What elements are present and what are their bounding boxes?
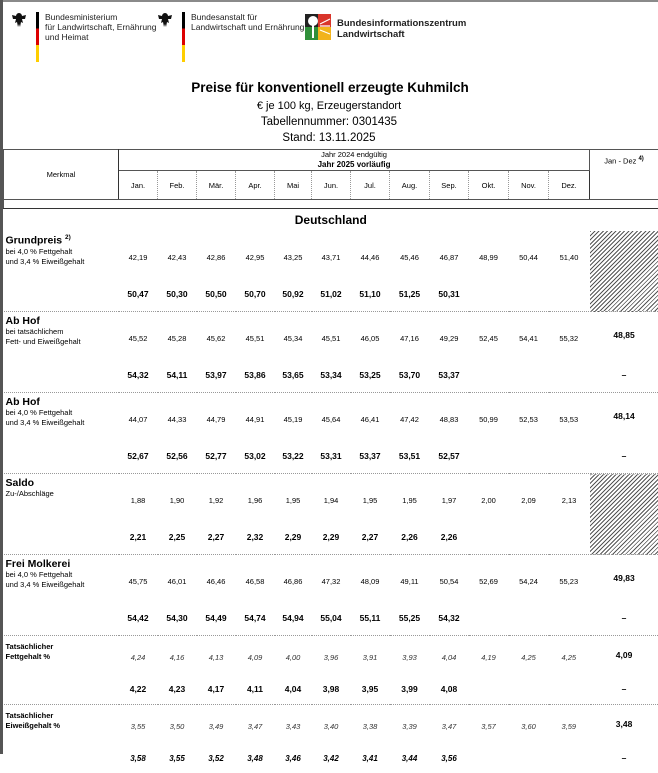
value-2024: 42,19	[119, 231, 158, 278]
value-2025	[469, 602, 509, 636]
value-2025: 53,70	[390, 359, 430, 393]
row-label	[4, 474, 119, 555]
value-2025	[469, 440, 509, 474]
col-total-footnote: 4)	[638, 156, 643, 162]
value-2025: 53,37	[351, 440, 390, 474]
row-title: Fettgehalt %	[6, 652, 119, 662]
value-2024: 45,34	[275, 312, 312, 359]
value-2025	[549, 743, 590, 773]
value-2025: 53,86	[236, 359, 275, 393]
row-label	[4, 393, 119, 474]
value-2025: 53,37	[430, 359, 469, 393]
ble-line-2: Landwirtschaft und Ernährung	[191, 22, 304, 32]
value-2025: 51,10	[351, 278, 390, 312]
col-month: Jun.	[312, 171, 351, 200]
value-2025	[469, 359, 509, 393]
value-2025: 3,58	[119, 743, 158, 773]
value-2024: 1,95	[275, 474, 312, 521]
year-2024-label: Jahr 2024 endgültig	[119, 150, 589, 160]
value-2024: 46,05	[351, 312, 390, 359]
value-2025: 2,26	[430, 521, 469, 555]
value-2024: 44,91	[236, 393, 275, 440]
value-2024: 44,33	[158, 393, 197, 440]
region-label: Deutschland	[4, 209, 658, 232]
col-month: Aug.	[390, 171, 430, 200]
region-row	[4, 209, 658, 232]
value-2025: 54,11	[158, 359, 197, 393]
value-2025: 2,26	[390, 521, 430, 555]
bmleh-logo	[10, 12, 157, 62]
value-2024: 46,87	[430, 231, 469, 278]
value-2025	[549, 674, 590, 705]
value-2024: 3,40	[312, 705, 351, 744]
value-2025: 52,77	[197, 440, 236, 474]
value-2025: 54,94	[275, 602, 312, 636]
value-2025: 2,32	[236, 521, 275, 555]
value-2024: 46,58	[236, 555, 275, 602]
value-2025: 4,23	[158, 674, 197, 705]
row-subtitle: bei 4,0 % Fettgehalt	[6, 247, 119, 257]
total-2024: 3,48	[590, 705, 658, 744]
row-title	[6, 396, 119, 408]
value-2024: 3,47	[236, 705, 275, 744]
ble-logo	[156, 12, 304, 62]
value-2025: 3,52	[197, 743, 236, 773]
value-2024: 46,01	[158, 555, 197, 602]
value-2024: 48,99	[469, 231, 509, 278]
stand-date: Stand: 13.11.2025	[0, 132, 658, 144]
header-spacer	[4, 200, 658, 209]
value-2024: 1,97	[430, 474, 469, 521]
federal-eagle-icon	[156, 12, 174, 28]
value-2025	[469, 521, 509, 555]
value-2024: 4,09	[236, 636, 275, 675]
value-2025	[469, 278, 509, 312]
value-2025: 53,02	[236, 440, 275, 474]
value-2025: 53,22	[275, 440, 312, 474]
total-2025: –	[590, 440, 658, 474]
row-title	[6, 558, 119, 570]
value-2025	[469, 674, 509, 705]
value-2024: 45,19	[275, 393, 312, 440]
value-2024: 3,55	[119, 705, 158, 744]
row-title: Tatsächlicher	[6, 642, 119, 652]
value-2025	[549, 359, 590, 393]
value-2025: 52,57	[430, 440, 469, 474]
row-label	[4, 705, 119, 773]
logo-header	[0, 2, 658, 68]
value-2024: 3,93	[390, 636, 430, 675]
value-2025	[509, 440, 549, 474]
value-2024: 45,46	[390, 231, 430, 278]
value-2024: 1,92	[197, 474, 236, 521]
col-month: Feb.	[158, 171, 197, 200]
value-2025: 54,32	[430, 602, 469, 636]
col-month: Jan.	[119, 171, 158, 200]
value-2025: 51,25	[390, 278, 430, 312]
value-2024: 47,32	[312, 555, 351, 602]
total-2024: 48,85	[590, 312, 658, 359]
value-2024: 43,71	[312, 231, 351, 278]
value-2024: 3,39	[390, 705, 430, 744]
value-2024: 48,09	[351, 555, 390, 602]
value-2025: 2,21	[119, 521, 158, 555]
value-2025: 54,30	[158, 602, 197, 636]
row-title-text: Grundpreis	[6, 235, 63, 247]
value-2025: 53,65	[275, 359, 312, 393]
value-2024: 52,45	[469, 312, 509, 359]
value-2024: 3,57	[469, 705, 509, 744]
value-2025: 50,47	[119, 278, 158, 312]
value-2025: 53,97	[197, 359, 236, 393]
col-total-label: Jan - Dez	[604, 157, 636, 166]
bmleh-line-1: Bundesministerium	[45, 12, 157, 22]
value-2024: 3,38	[351, 705, 390, 744]
value-2024: 3,91	[351, 636, 390, 675]
value-2024: 3,43	[275, 705, 312, 744]
bzl-line-1: Bundesinformationszentrum	[337, 18, 466, 29]
table-row	[4, 393, 658, 440]
bzl-line-2: Landwirtschaft	[337, 29, 466, 40]
value-2024: 49,11	[390, 555, 430, 602]
total-2025: –	[590, 602, 658, 636]
total-2025: –	[590, 359, 658, 393]
value-2024: 49,29	[430, 312, 469, 359]
value-2025	[509, 602, 549, 636]
value-2024: 4,16	[158, 636, 197, 675]
value-2025: 54,74	[236, 602, 275, 636]
value-2025: 2,29	[312, 521, 351, 555]
value-2024: 47,16	[390, 312, 430, 359]
row-subtitle: bei 4,0 % Fettgehalt	[6, 570, 119, 580]
value-2025: 3,46	[275, 743, 312, 773]
value-2025	[509, 674, 549, 705]
value-2024: 45,51	[312, 312, 351, 359]
page-title: Preise für konventionell erzeugte Kuhmilch	[2, 80, 658, 95]
value-2024: 44,46	[351, 231, 390, 278]
table-row	[4, 312, 658, 359]
value-2024: 53,53	[549, 393, 590, 440]
value-2025: 50,31	[430, 278, 469, 312]
value-2025: 3,44	[390, 743, 430, 773]
value-2025: 53,34	[312, 359, 351, 393]
col-month: Apr.	[236, 171, 275, 200]
value-2025: 53,51	[390, 440, 430, 474]
unit-label: € je 100 kg, Erzeugerstandort	[0, 99, 658, 113]
row-title-text: Frei Molkerei	[6, 558, 71, 570]
value-2025: 3,56	[430, 743, 469, 773]
value-2024: 46,46	[197, 555, 236, 602]
value-2024: 42,43	[158, 231, 197, 278]
value-2024: 52,69	[469, 555, 509, 602]
value-2024: 2,09	[509, 474, 549, 521]
federal-eagle-icon	[10, 12, 28, 28]
value-2024: 3,96	[312, 636, 351, 675]
value-2025: 52,56	[158, 440, 197, 474]
table-row	[4, 705, 658, 744]
year-header	[119, 150, 590, 171]
value-2024: 3,60	[509, 705, 549, 744]
row-title-text: Ab Hof	[6, 396, 40, 408]
total-2025: –	[590, 674, 658, 705]
total-2025: –	[590, 743, 658, 773]
ble-line-1: Bundesanstalt für	[191, 12, 304, 22]
value-2024: 45,64	[312, 393, 351, 440]
value-2024: 51,40	[549, 231, 590, 278]
value-2024: 47,42	[390, 393, 430, 440]
hatched-cell	[590, 474, 658, 555]
row-title-text: Saldo	[6, 477, 35, 489]
col-month: Okt.	[469, 171, 509, 200]
row-title	[6, 315, 119, 327]
value-2025: 50,92	[275, 278, 312, 312]
value-2024: 4,25	[509, 636, 549, 675]
value-2025: 4,22	[119, 674, 158, 705]
value-2024: 4,25	[549, 636, 590, 675]
value-2024: 46,86	[275, 555, 312, 602]
value-2024: 44,07	[119, 393, 158, 440]
value-2024: 42,86	[197, 231, 236, 278]
row-subtitle: und 3,4 % Eiweißgehalt	[6, 257, 119, 267]
value-2025: 55,04	[312, 602, 351, 636]
value-2025	[509, 521, 549, 555]
row-subtitle: Fett- und Eiweißgehalt	[6, 337, 119, 347]
value-2025: 3,41	[351, 743, 390, 773]
value-2025: 3,99	[390, 674, 430, 705]
total-2024: 49,83	[590, 555, 658, 602]
value-2024: 3,47	[430, 705, 469, 744]
value-2025: 50,70	[236, 278, 275, 312]
value-2025: 4,11	[236, 674, 275, 705]
col-month: Mai	[275, 171, 312, 200]
value-2025: 2,25	[158, 521, 197, 555]
row-label	[4, 555, 119, 636]
value-2025	[549, 440, 590, 474]
value-2024: 46,41	[351, 393, 390, 440]
row-subtitle: bei 4,0 % Fettgehalt	[6, 408, 119, 418]
footnote-ref: 2)	[65, 234, 71, 241]
row-label	[4, 312, 119, 393]
row-title-text: Ab Hof	[6, 315, 40, 327]
row-subtitle: und 3,4 % Eiweißgehalt	[6, 418, 119, 428]
bzl-tree-icon	[305, 14, 331, 40]
value-2025: 50,30	[158, 278, 197, 312]
value-2024: 1,96	[236, 474, 275, 521]
table-row	[4, 636, 658, 675]
row-subtitle: Zu-/Abschläge	[6, 489, 119, 499]
value-2025: 54,42	[119, 602, 158, 636]
value-2024: 1,94	[312, 474, 351, 521]
value-2024: 4,19	[469, 636, 509, 675]
value-2025: 52,67	[119, 440, 158, 474]
year-2025-label: Jahr 2025 vorläufig	[318, 160, 391, 169]
row-title	[6, 234, 119, 247]
value-2025	[509, 359, 549, 393]
value-2025: 3,48	[236, 743, 275, 773]
col-jan-dez	[590, 150, 658, 200]
value-2025: 4,08	[430, 674, 469, 705]
value-2024: 45,62	[197, 312, 236, 359]
value-2025: 55,25	[390, 602, 430, 636]
header-row-years	[4, 150, 658, 171]
value-2025	[549, 278, 590, 312]
value-2025: 54,49	[197, 602, 236, 636]
value-2024: 55,32	[549, 312, 590, 359]
value-2024: 4,24	[119, 636, 158, 675]
value-2024: 50,44	[509, 231, 549, 278]
value-2025	[549, 521, 590, 555]
col-month: Jul.	[351, 171, 390, 200]
value-2024: 2,13	[549, 474, 590, 521]
value-2025: 3,42	[312, 743, 351, 773]
value-2024: 3,59	[549, 705, 590, 744]
row-subtitle: und 3,4 % Eiweißgehalt	[6, 580, 119, 590]
value-2024: 1,88	[119, 474, 158, 521]
total-2024: 4,09	[590, 636, 658, 675]
value-2025	[469, 743, 509, 773]
value-2025	[509, 278, 549, 312]
value-2025: 2,27	[197, 521, 236, 555]
price-table	[3, 149, 657, 773]
value-2024: 44,79	[197, 393, 236, 440]
value-2024: 2,00	[469, 474, 509, 521]
value-2024: 54,41	[509, 312, 549, 359]
row-title	[6, 477, 119, 489]
value-2024: 3,49	[197, 705, 236, 744]
value-2024: 55,23	[549, 555, 590, 602]
value-2025: 54,32	[119, 359, 158, 393]
bzl-logo	[305, 12, 466, 40]
row-title: Tatsächlicher	[6, 711, 119, 721]
table-row	[4, 555, 658, 602]
value-2025	[549, 602, 590, 636]
value-2024: 45,51	[236, 312, 275, 359]
value-2024: 3,50	[158, 705, 197, 744]
value-2024: 50,54	[430, 555, 469, 602]
bmleh-line-2: für Landwirtschaft, Ernährung	[45, 22, 157, 32]
value-2024: 4,13	[197, 636, 236, 675]
bmleh-line-3: und Heimat	[45, 32, 157, 42]
total-2024: 48,14	[590, 393, 658, 440]
value-2024: 43,25	[275, 231, 312, 278]
german-flag-bar	[182, 12, 185, 62]
value-2024: 48,83	[430, 393, 469, 440]
col-month: Dez.	[549, 171, 590, 200]
table-number: Tabellennummer: 0301435	[0, 116, 658, 128]
value-2025	[509, 743, 549, 773]
value-2024: 1,95	[390, 474, 430, 521]
value-2024: 50,99	[469, 393, 509, 440]
value-2025: 51,02	[312, 278, 351, 312]
col-merkmal: Merkmal	[4, 150, 119, 200]
value-2024: 45,28	[158, 312, 197, 359]
value-2024: 1,95	[351, 474, 390, 521]
value-2024: 54,24	[509, 555, 549, 602]
value-2025: 2,29	[275, 521, 312, 555]
document-header	[0, 80, 658, 144]
hatched-cell	[590, 231, 658, 312]
row-label	[4, 636, 119, 705]
value-2025: 53,25	[351, 359, 390, 393]
value-2024: 4,04	[430, 636, 469, 675]
value-2025: 55,11	[351, 602, 390, 636]
table-row	[4, 231, 658, 278]
row-title: Eiweißgehalt %	[6, 721, 119, 731]
value-2024: 45,52	[119, 312, 158, 359]
value-2025: 53,31	[312, 440, 351, 474]
value-2025: 4,04	[275, 674, 312, 705]
value-2024: 52,53	[509, 393, 549, 440]
value-2024: 42,95	[236, 231, 275, 278]
value-2024: 45,75	[119, 555, 158, 602]
row-label	[4, 231, 119, 312]
value-2025: 50,50	[197, 278, 236, 312]
german-flag-bar	[36, 12, 39, 62]
col-month: Nov.	[509, 171, 549, 200]
col-month: Mär.	[197, 171, 236, 200]
value-2025: 3,55	[158, 743, 197, 773]
value-2024: 1,90	[158, 474, 197, 521]
col-month: Sep.	[430, 171, 469, 200]
table-row	[4, 474, 658, 521]
value-2025: 4,17	[197, 674, 236, 705]
row-subtitle: bei tatsächlichem	[6, 327, 119, 337]
value-2024: 4,00	[275, 636, 312, 675]
value-2025: 3,95	[351, 674, 390, 705]
value-2025: 3,98	[312, 674, 351, 705]
value-2025: 2,27	[351, 521, 390, 555]
